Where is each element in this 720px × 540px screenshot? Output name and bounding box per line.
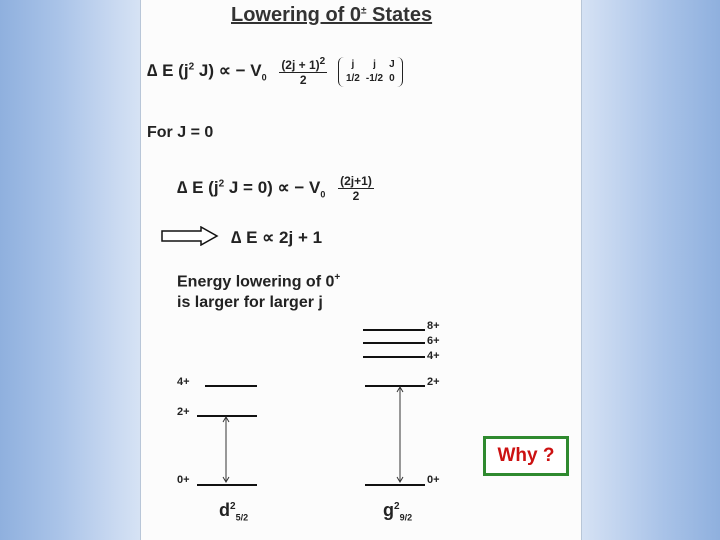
slide-title: Lowering of 0± States <box>231 4 433 26</box>
statement-line-1: Energy lowering of 0+ <box>177 272 341 291</box>
level-line-left-4 <box>205 385 257 387</box>
slide <box>140 0 582 540</box>
orbital-label-right: $g^2_{9/2}$ <box>383 500 413 523</box>
for-j-zero: For J = 0 <box>147 124 214 141</box>
level-line-right-6 <box>363 342 425 344</box>
energy-gap-arrow-right <box>395 386 405 484</box>
level-label-right-0: 0+ <box>427 474 440 486</box>
level-line-right-0 <box>365 484 425 486</box>
orbital-label-left: $d^2_{5/2}$ <box>219 500 249 523</box>
fraction-2j-plus-1: $\frac{(2j+1)}{2}$ <box>340 174 372 203</box>
level-label-left-2: 2+ <box>177 406 190 418</box>
level-label-right-2: 2+ <box>427 376 440 388</box>
level-label-left-4: 4+ <box>177 376 190 388</box>
statement-line-2: is larger for larger j <box>177 294 323 311</box>
equation-2: ∆ E ($j^2$ J = 0) ∝ − $V_0$ $\frac{(2j+1)}{2}$ <box>177 174 372 203</box>
level-line-left-0 <box>197 484 257 486</box>
energy-gap-arrow-left <box>221 416 231 484</box>
level-label-left-0: 0+ <box>177 474 190 486</box>
equation-1: ∆ E ($j^2$ J) ∝ − $V_0$ $\frac{(2j + 1)^2}{2}$ j j J 1/2 -1/2 0 <box>147 56 403 87</box>
level-label-right-4: 4+ <box>427 350 440 362</box>
level-line-right-4 <box>363 356 425 358</box>
three-j-symbol: j j J 1/2 -1/2 0 <box>338 57 403 87</box>
level-line-right-8 <box>363 329 425 331</box>
fraction-2j-plus-1-squared: $\frac{(2j + 1)^2}{2}$ <box>281 56 326 87</box>
level-label-right-6: 6+ <box>427 335 440 347</box>
why-callout-box: Why ? <box>483 436 569 476</box>
equation-3: ∆ E ∝ 2j + 1 <box>231 228 323 247</box>
implies-arrow-icon <box>161 226 219 246</box>
level-label-right-8: 8+ <box>427 320 440 332</box>
